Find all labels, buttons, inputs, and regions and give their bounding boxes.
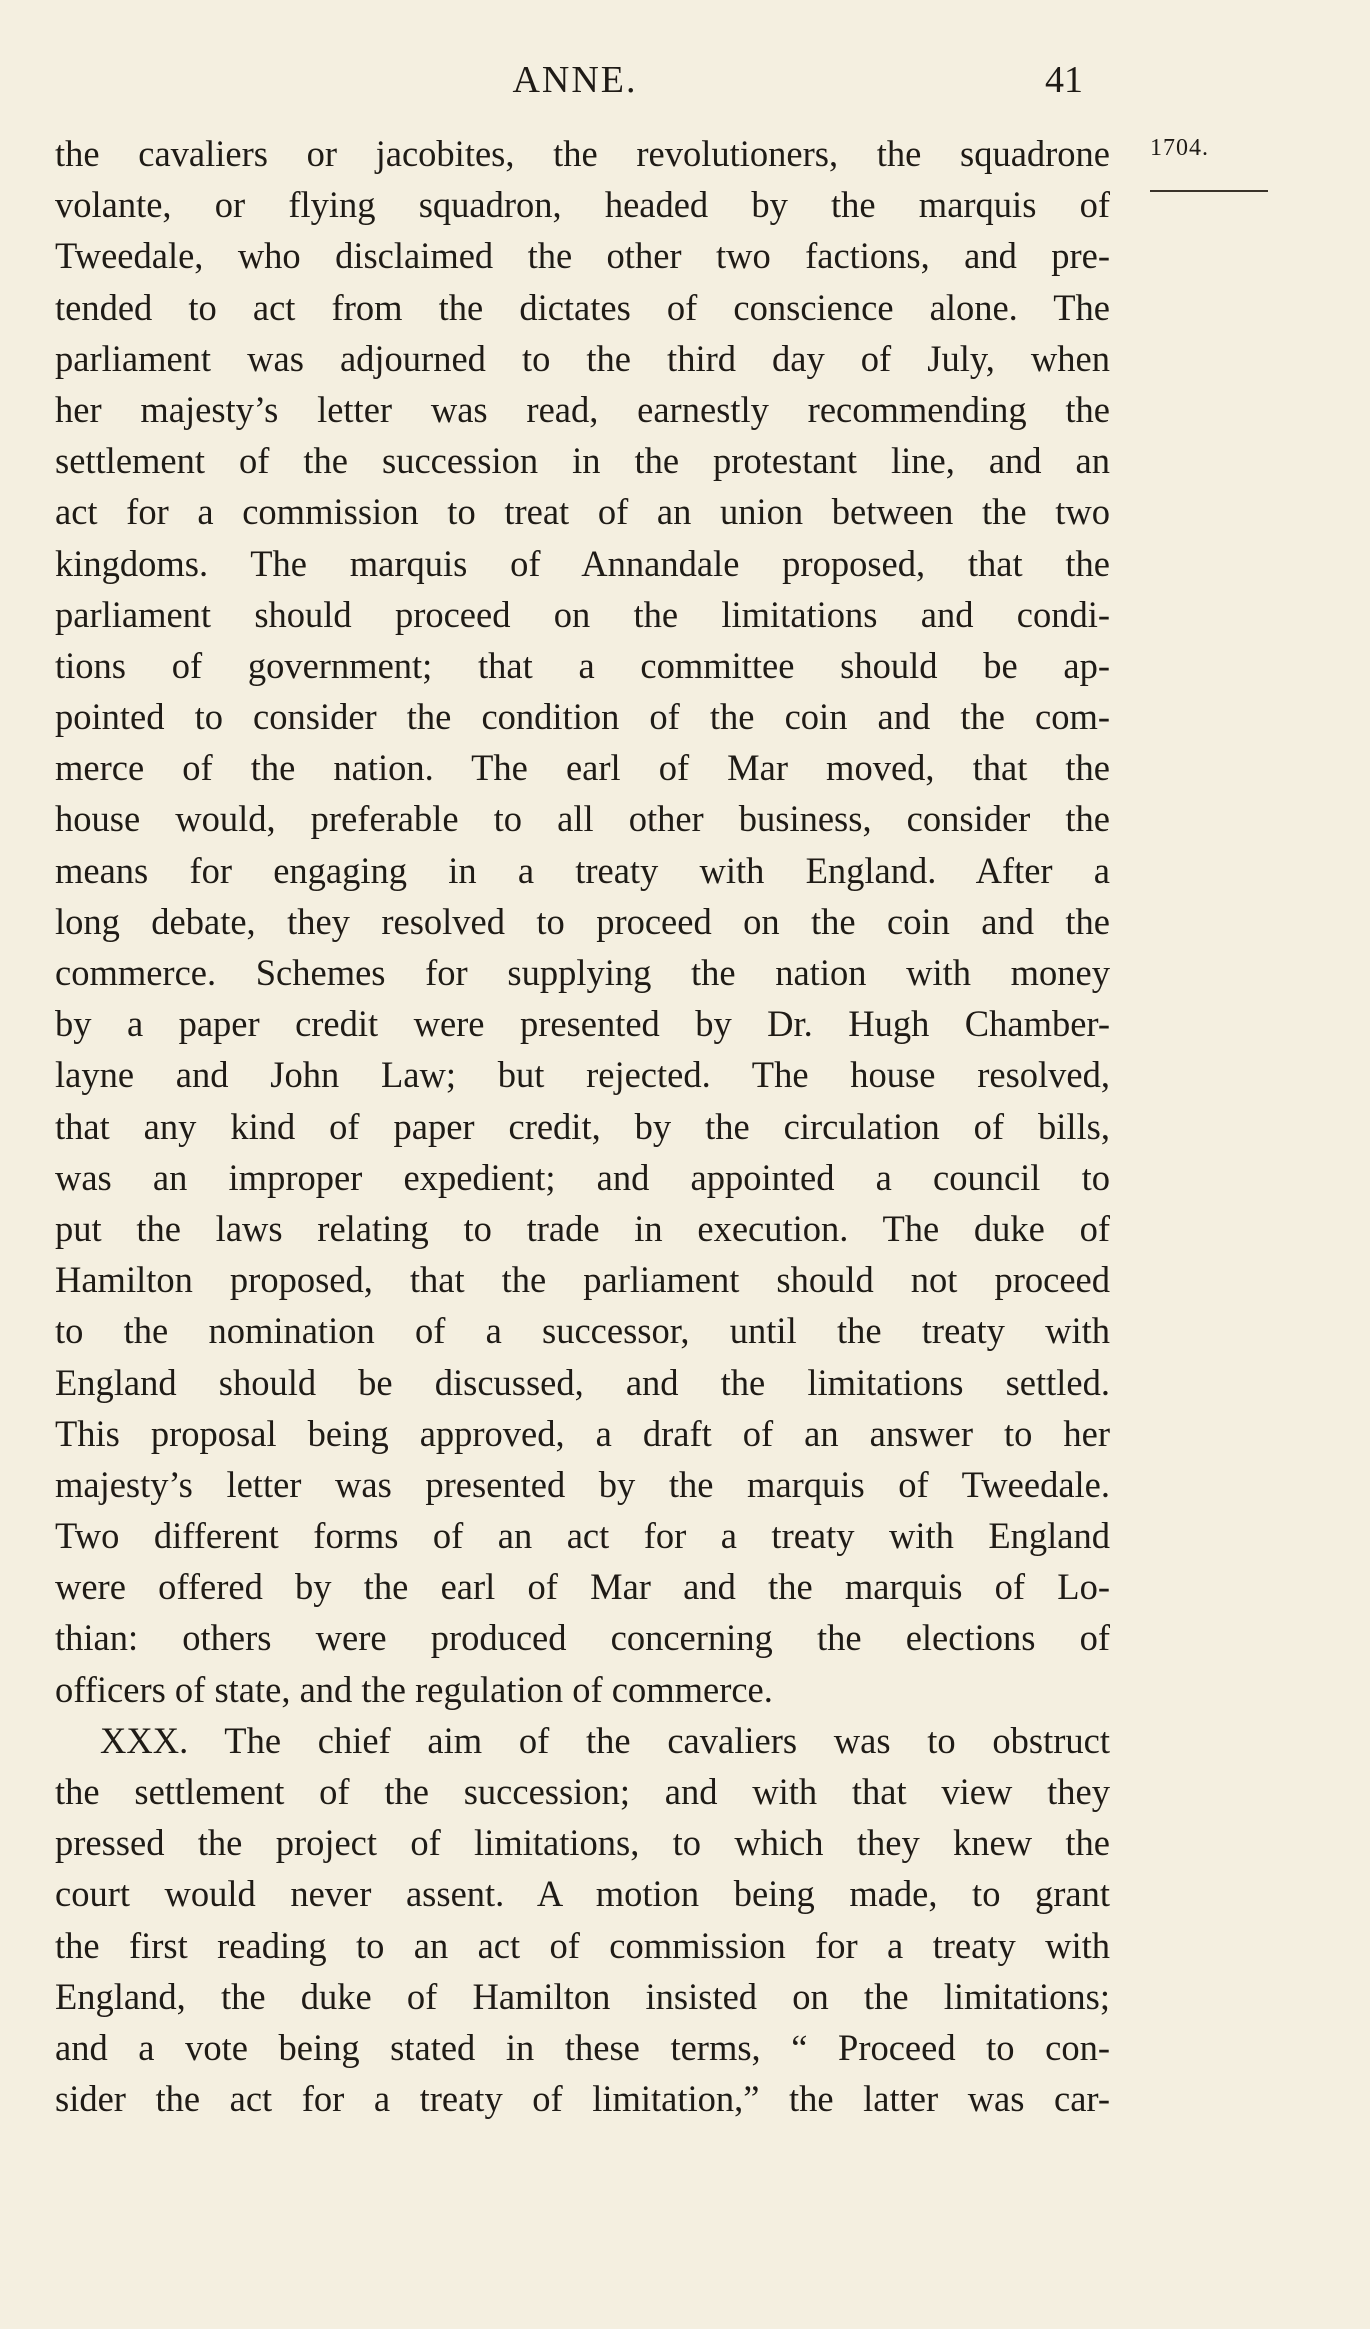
- text-line: England, the duke of Hamilton insisted on the limitations;: [55, 1975, 1110, 2017]
- text-line: layne and John Law; but rejected. The house resolved,: [55, 1054, 1110, 1096]
- text-line: kingdoms. The marquis of Annandale proposed, that the: [55, 542, 1110, 584]
- text-line: tended to act from the dictates of conscience alone. The: [55, 286, 1110, 328]
- running-title: ANNE.: [512, 59, 638, 101]
- text-line: means for engaging in a treaty with England. After a: [55, 849, 1110, 891]
- text-column: [55, 128, 1110, 2124]
- text-line: the first reading to an act of commission for a treaty with: [55, 1924, 1110, 1966]
- text-line: majesty’s letter was presented by the marquis of Tweedale.: [55, 1463, 1110, 1505]
- text-line: house would, preferable to all other business, consider the: [55, 798, 1110, 840]
- text-line: pressed the project of limitations, to which they knew the: [55, 1822, 1110, 1864]
- text-line: This proposal being approved, a draft of an answer to her: [55, 1412, 1110, 1454]
- text-line: was an improper expedient; and appointed a council to: [55, 1156, 1110, 1198]
- text-line: England should be discussed, and the limitations settled.: [55, 1361, 1110, 1403]
- text-line: XXX. The chief aim of the cavaliers was to obstruct: [100, 1719, 1110, 1761]
- page-number: 41: [1045, 59, 1083, 101]
- text-line: pointed to consider the condition of the coin and the com-: [55, 696, 1110, 738]
- text-line: the cavaliers or jacobites, the revolutioners, the squadrone: [55, 133, 1110, 174]
- text-line: officers of state, and the regulation of commerce.: [55, 1668, 773, 1710]
- text-line: that any kind of paper credit, by the circulation of bills,: [55, 1105, 1110, 1147]
- text-line: parliament should proceed on the limitations and condi-: [55, 593, 1110, 635]
- text-line: long debate, they resolved to proceed on the coin and the: [55, 900, 1110, 942]
- margin-rule: [1150, 190, 1268, 192]
- text-line: Two different forms of an act for a treaty with England: [55, 1515, 1110, 1557]
- text-line: Hamilton proposed, that the parliament should not proceed: [55, 1259, 1110, 1301]
- text-line: and a vote being stated in these terms, “ Proceed to con-: [55, 2026, 1110, 2068]
- text-line: by a paper credit were presented by Dr. Hugh Chamber-: [55, 1003, 1110, 1045]
- text-line: to the nomination of a successor, until the treaty with: [55, 1310, 1110, 1352]
- text-line: her majesty’s letter was read, earnestly recommending the: [55, 388, 1110, 430]
- text-line: the settlement of the succession; and with that view they: [55, 1771, 1110, 1812]
- text-line: commerce. Schemes for supplying the nation with money: [55, 952, 1110, 993]
- text-line: parliament was adjourned to the third day of July, when: [55, 337, 1110, 379]
- paragraph: [55, 1715, 1110, 2125]
- text-line: volante, or flying squadron, headed by the marquis of: [55, 184, 1110, 226]
- text-line: sider the act for a treaty of limitation,” the latter was car-: [55, 2078, 1110, 2120]
- text-line: were offered by the earl of Mar and the marquis of Lo-: [55, 1566, 1110, 1608]
- running-head: [0, 58, 1370, 108]
- text-line: court would never assent. A motion being made, to grant: [55, 1873, 1110, 1915]
- text-line: Tweedale, who disclaimed the other two factions, and pre-: [55, 235, 1110, 277]
- text-line: merce of the nation. The earl of Mar moved, that the: [55, 747, 1110, 789]
- text-line: thian: others were produced concerning the elections of: [55, 1617, 1110, 1659]
- paragraph: [55, 128, 1110, 1715]
- text-line: put the laws relating to trade in execution. The duke of: [55, 1207, 1110, 1249]
- margin-year-note: 1704.: [1150, 135, 1209, 161]
- text-line: act for a commission to treat of an union between the two: [55, 491, 1110, 533]
- text-line: tions of government; that a committee should be ap-: [55, 644, 1110, 686]
- text-line: settlement of the succession in the protestant line, and an: [55, 440, 1110, 482]
